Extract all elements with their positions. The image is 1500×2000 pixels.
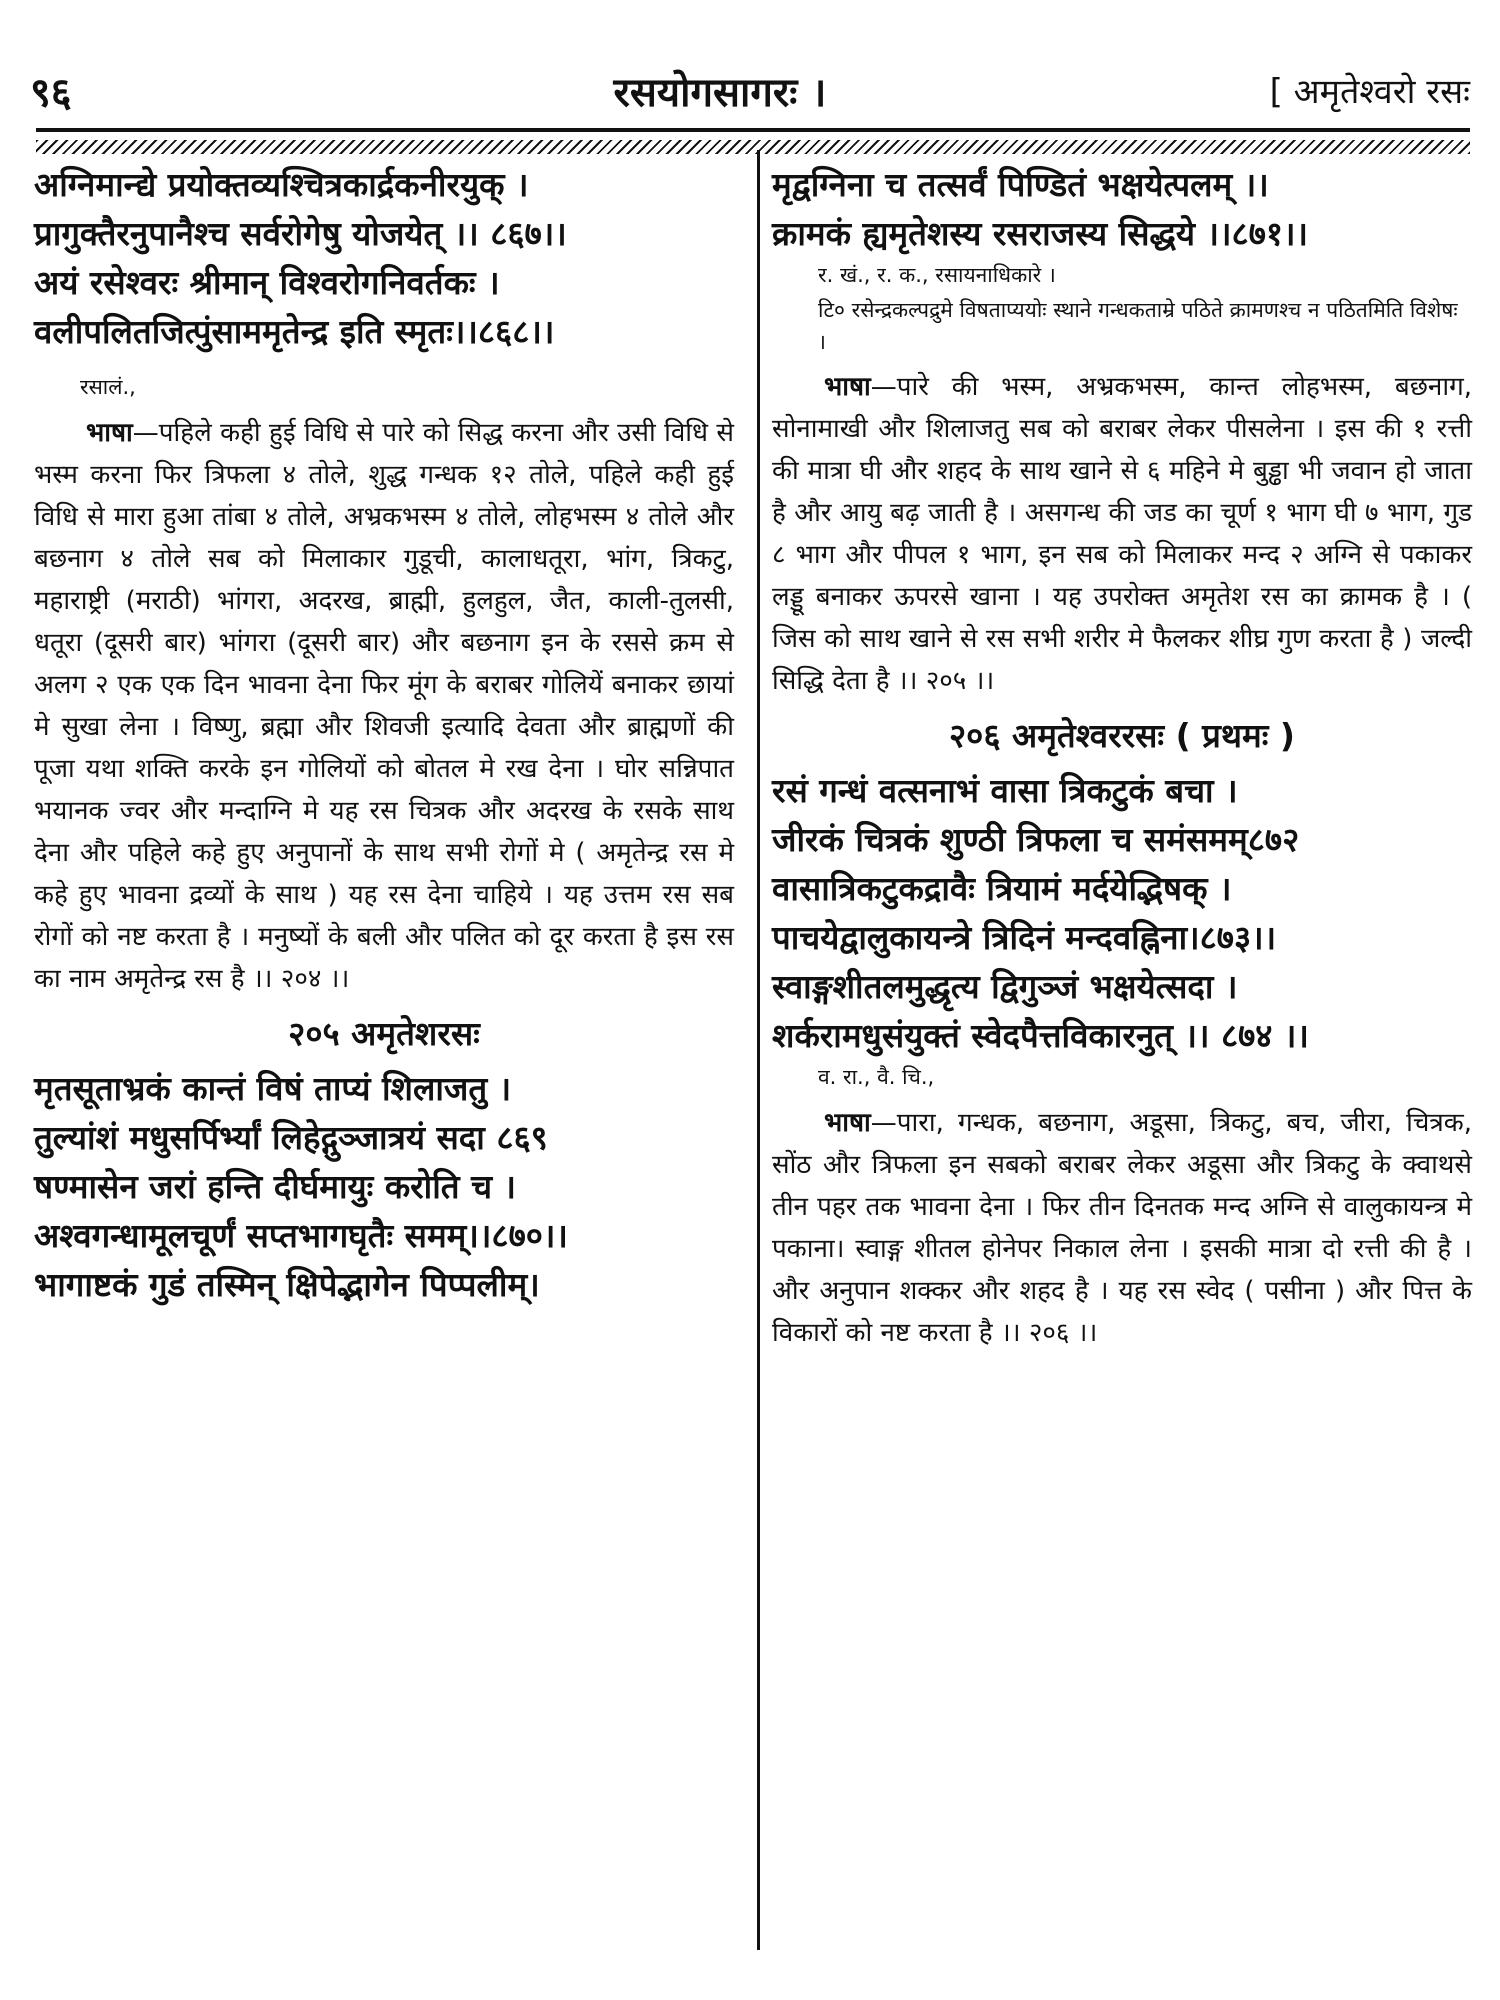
bhasha-text: —पहिले कही हुई विधि से पारे को सिद्ध करना और उसी विधि से भस्म करना फिर त्रिफला ४ तोले, शुद्ध गन्धक १२ तोले, पहिले कही हुई विधि से मारा हुआ तांबा ४ तोले, अभ्रकभस्म ४ तोले, लोहभस्म ४ तोले और बछनाग ४ तोले सब को मिलाकार गुडूची, कालाधतूरा, भांग, त्रिकटु, महाराष्ट्री (मराठी) भांगरा, अदरख, ब्राह्मी, हुलहुल, जैत, काली-तुलसी, धतूरा (दूसरी बार) भांगरा (दूसरी बार) और बछनाग इन के रससे क्रम से अलग २ एक एक दिन भावना देना फिर मूंग के बराबर गोलियें बनाकर छायां मे सुखा लेना । विष्णु, ब्रह्मा और शिवजी इत्यादि देवता और ब्राह्मणों की पूजा यथा शक्ति करके इन गोलियों को बोतल मे रख देना । घोर सन्निपात भयानक ज्वर और मन्दाग्नि मे यह रस चित्रक और अदरख के रसके साथ देना और पहिले कहे हुए अनुपानों के साथ सभी रोगों मे ( अमृतेन्द्र रस मे कहे हुए भावना द्रव्यों के साथ ) यह रस देना चाहिये । यह उत्तम रस सब रोगों को नष्ट करता है । मनुष्यों के बली और पलित को दूर करता है इस रस का नाम अमृतेन्द्र रस है ।। २०४ ।। bbox=[34, 418, 734, 994]
verse-line: वासात्रिकटुकद्रावैः त्रियामं मर्दयेद्भिषक् । bbox=[772, 869, 1232, 908]
verse-line: शर्करामधुसंयुक्तं स्वेदपैत्तविकारनुत् ।। ८७४ ।। bbox=[772, 1016, 1309, 1055]
verse-line: रसं गन्धं वत्सनाभं वासा त्रिकटुकं बचा । bbox=[772, 771, 1238, 810]
verse-line: जीरकं चित्रकं शुण्ठी त्रिफला च समंसमम्८७२ bbox=[772, 820, 1300, 859]
footnote: टि० रसेन्द्रकल्पद्रुमे विषताप्ययोः स्थाने गन्धकताम्रे पठिते क्रामणश्च न पठितमिति विशेषः । bbox=[818, 298, 1458, 354]
verse-block bbox=[772, 160, 1472, 258]
bhasha-paragraph bbox=[34, 412, 734, 1000]
verse-block bbox=[772, 766, 1472, 1060]
bhasha-text: —पारा, गन्धक, बछनाग, अडूसा, त्रिकटु, बच, जीरा, चित्रक, सोंठ और त्रिफला इन सबको बराबर लेकर अडूसा और त्रिकटु के क्वाथसे तीन पहर तक भावना देना । फिर तीन दिनतक मन्द अग्नि से वालुकायन्त्र मे पकाना। स्वाङ्ग शीतल होनेपर निकाल लेना । इसकी मात्रा दो रत्ती की है । और अनुपान शक्कर और शहद है । यह रस स्वेद ( पसीना ) और पित्त के विकारों को नष्ट करता है ।। २०६ ।। bbox=[772, 1108, 1472, 1348]
bhasha-paragraph bbox=[772, 1102, 1472, 1354]
bhasha-label: भाषा bbox=[824, 372, 871, 402]
verse-line: षण्मासेन जरां हन्ति दीर्घमायुः करोति च । bbox=[34, 1167, 517, 1206]
verse-line: मृद्वग्निना च तत्सर्वं पिण्डितं भक्षयेत्पलम् ।। bbox=[772, 165, 1269, 204]
column-divider bbox=[757, 150, 760, 1950]
wavy-rule bbox=[36, 140, 1470, 154]
recipe-heading: २०६ अमृतेश्वररसः ( प्रथमः ) bbox=[949, 716, 1295, 755]
page-title: रसयोगसागरः । bbox=[613, 69, 827, 116]
verse-line: पाचयेद्वालुकायन्त्रे त्रिदिनं मन्दवह्निना।८७३।। bbox=[772, 918, 1277, 957]
section-heading: [ अमृतेश्वरो रसः bbox=[1269, 72, 1470, 112]
page-number: ९६ bbox=[30, 69, 72, 116]
verse-line: तुल्यांशं मधुसर्पिर्भ्यां लिहेद्गुञ्जात्रयं सदा ८६९ bbox=[34, 1118, 548, 1157]
source-reference: व. रा., वै. चि., bbox=[818, 1065, 935, 1089]
verse-line: मृतसूताभ्रकं कान्तं विषं ताप्यं शिलाजतु । bbox=[34, 1069, 512, 1108]
verse-line: भागाष्टकं गुडं तस्मिन् क्षिपेद्भागेन पिप्पलीम्। bbox=[34, 1265, 540, 1304]
recipe-heading: २०५ अमृतेशरसः bbox=[288, 1014, 480, 1053]
verse-line: अग्निमान्द्ये प्रयोक्तव्यश्चित्रकार्द्रकनीरयुक् । bbox=[34, 165, 529, 204]
bhasha-text: —पारे की भस्म, अभ्रकभस्म, कान्त लोहभस्म, बछनाग, सोनामाखी और शिलाजतु सब को बराबर लेकर पीसलेना । इस की १ रत्ती की मात्रा घी और शहद के साथ खाने से ६ महिने मे बुड्ढा भी जवान हो जाता है और आयु बढ़ जाती है । असगन्ध की जड का चूर्ण १ भाग घी ७ भाग, गुड ८ भाग और पीपल १ भाग, इन सब को मिलाकर मन्द २ अग्नि से पकाकर लड्डू बनाकर ऊपरसे खाना । यह उपरोक्त अमृतेश रस का क्रामक है । ( जिस को साथ खाने से रस सभी शरीर मे फैलकर शीघ्र गुण करता है ) जल्दी सिद्धि देता है ।। २०५ ।। bbox=[772, 372, 1472, 696]
verse-line: वलीपलितजित्पुंसाममृतेन्द्र इति स्मृतः।।८६८।। bbox=[34, 312, 555, 351]
left-column bbox=[34, 160, 734, 1309]
bhasha-label: भाषा bbox=[824, 1108, 871, 1138]
verse-line: अयं रसेश्वरः श्रीमान् विश्वरोगनिवर्तकः । bbox=[34, 263, 500, 302]
verse-line: क्रामकं ह्यमृतेशस्य रसराजस्य सिद्धये ।।८७१।। bbox=[772, 214, 1309, 253]
source-reference: र. खं., र. क., रसायनाधिकारे । bbox=[818, 263, 1056, 287]
bhasha-paragraph bbox=[772, 366, 1472, 702]
right-column bbox=[772, 160, 1472, 1354]
verse-line: अश्वगन्धामूलचूर्णं सप्तभागघृतैः समम्।।८७०।। bbox=[34, 1216, 568, 1255]
verse-block bbox=[34, 1064, 734, 1309]
page-header bbox=[30, 60, 1470, 120]
header-rule bbox=[36, 128, 1470, 132]
verse-line: स्वाङ्गशीतलमुद्धृत्य द्विगुञ्जं भक्षयेत्सदा । bbox=[772, 967, 1238, 1006]
bhasha-label: भाषा bbox=[86, 418, 133, 448]
verse-block bbox=[34, 160, 734, 356]
verse-line: प्रागुक्तैरनुपानैश्च सर्वरोगेषु योजयेत् ।। ८६७।। bbox=[34, 214, 567, 253]
source-reference: रसालं., bbox=[80, 375, 136, 399]
